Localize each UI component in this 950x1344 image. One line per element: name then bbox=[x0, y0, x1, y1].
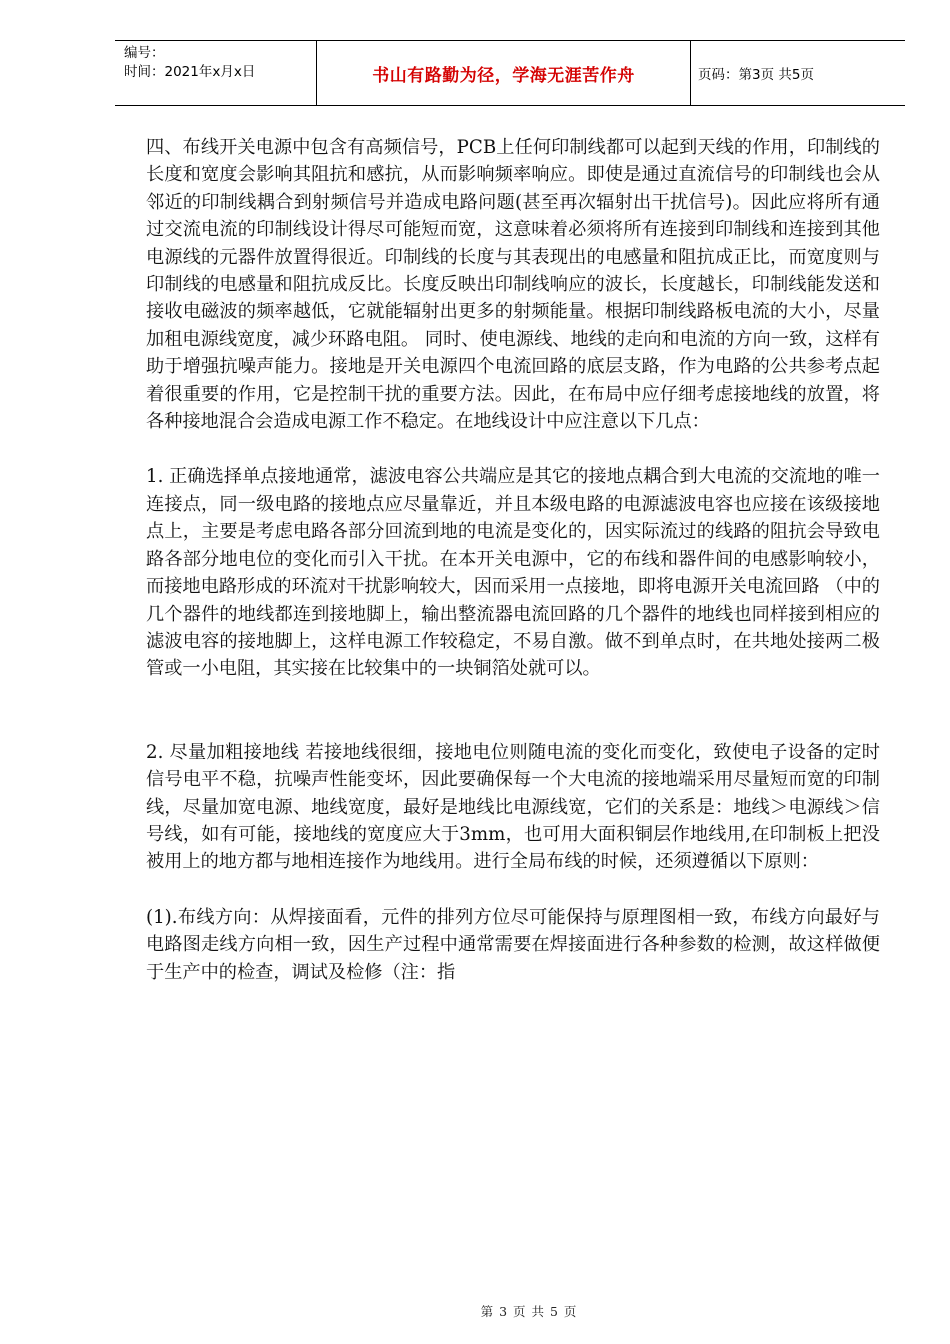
header-meta bbox=[115, 41, 317, 105]
paragraph-wiring-direction: (1).布线方向：从焊接面看，元件的排列方位尽可能保持与原理图相一致，布线方向最好与电路图走线方向相一致，因生产过程中通常需要在焊接面进行各种参数的检测，故这样做便于生产中的检查，调试及检修（注：指 bbox=[146, 906, 880, 983]
document-time-label: 时间：2021年x月x日 bbox=[124, 64, 256, 80]
document-number-label: 编号： bbox=[124, 45, 165, 61]
document-header bbox=[115, 40, 905, 106]
header-motto: 书山有路勤为径，学海无涯苦作舟 bbox=[317, 41, 691, 105]
paragraph-thicken-ground: 2. 尽量加粗接地线 若接地线很细，接地电位则随电流的变化而变化，致使电子设备的定时信号电平不稳，抗噪声性能变坏，因此要确保每一个大电流的接地端采用尽量短而宽的印制线，尽量加宽电源、地线宽度，最好是地线比电源线宽，它们的关系是：地线＞电源线＞信号线，如有可能，接地线的宽度应大于3mm，也可用大面积铜层作地线用,在印制板上把没被用上的地方都与地相连接作为地线用。进行全局布线的时候，还须遵循以下原则： bbox=[146, 741, 880, 873]
header-page-info: 页码：第3页 共5页 bbox=[698, 67, 814, 83]
page-footer: 第 3 页 共 5 页 bbox=[480, 1304, 578, 1319]
paragraph-single-point-ground: 1. 正确选择单点接地通常，滤波电容公共端应是其它的接地点耦合到大电流的交流地的唯一连接点，同一级电路的接地点应尽量靠近，并且本级电路的电源滤波电容也应接在该级接地点上，主要是考虑电路各部分回流到地的电流是变化的，因实际流过的线路的阻抗会导致电路各部分地电位的变化而引入干扰。在本开关电源中，它的布线和器件间的电感影响较小，而接地电路形成的环流对干扰影响较大，因而采用一点接地，即将电源开关电流回路 （中的几个器件的地线都连到接地脚上，输出整流器电流回路的几个器件的地线也同样接到相应的滤波电容的接地脚上，这样电源工作较稳定，不易自激。做不到单点时，在共地处接两二极管或一小电阻，其实接在比较集中的一块铜箔处就可以。 bbox=[146, 466, 880, 680]
document-body bbox=[146, 134, 880, 986]
paragraph-wiring: 四、布线开关电源中包含有高频信号，PCB上任何印制线都可以起到天线的作用，印制线的长度和宽度会影响其阻抗和感抗，从而影响频率响应。即使是通过直流信号的印制线也会从邻近的印制线耦合到射频信号并造成电路问题(甚至再次辐射出干扰信号)。因此应将所有通过交流电流的印制线设计得尽可能短而宽，这意味着必须将所有连接到印制线和连接到其他电源线的元器件放置得很近。印制线的长度与其表现出的电感量和阻抗成正比，而宽度则与印制线的电感量和阻抗成反比。长度反映出印制线响应的波长，长度越长，印制线能发送和接收电磁波的频率越低，它就能辐射出更多的射频能量。根据印制线路板电流的大小，尽量加租电源线宽度，减少环路电阻。 同时、使电源线、地线的走向和电流的方向一致，这样有助于增强抗噪声能力。接地是开关电源四个电流回路的底层支路，作为电路的公共参考点起着很重要的作用，它是控制干扰的重要方法。因此，在布局中应仔细考虑接地线的放置，将各种接地混合会造成电源工作不稳定。在地线设计中应注意以下几点： bbox=[146, 137, 880, 433]
